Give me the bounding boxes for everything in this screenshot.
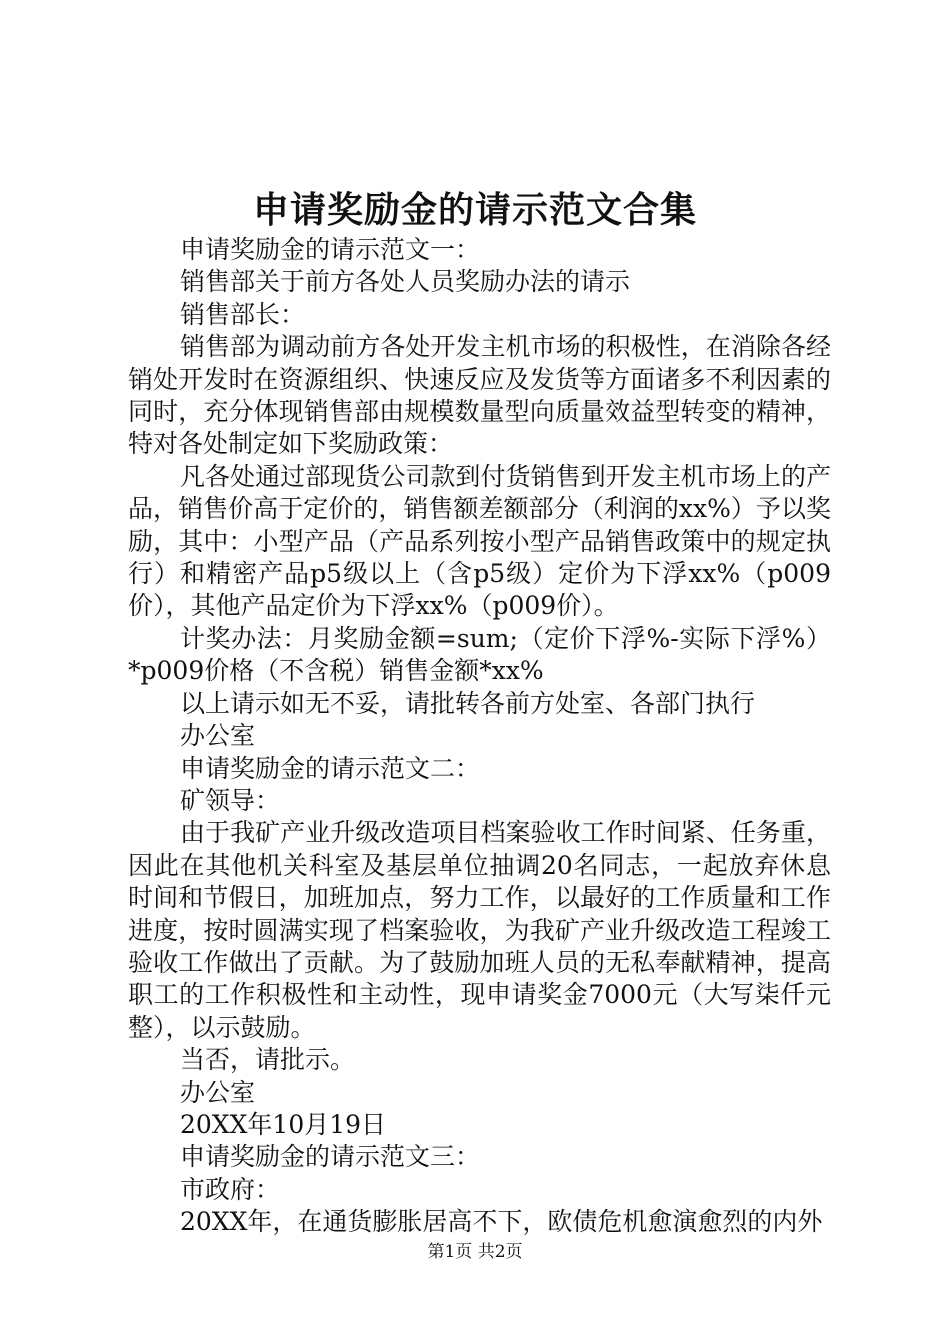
- paragraph-closing-2: 当否，请批示。: [180, 1045, 356, 1075]
- paragraph-body: 由于我矿产业升级改造项目档案验收工作时间紧、任务重，因此在其他机关科室及基层单位抽调20名同志，一起放弃休息时间和节假日，加班加点，努力工作，以最好的工作质量和工作进度，按时圆满实现了档案验收，为我矿产业升级改造工程竣工验收工作做出了贡献。为了鼓励加班人员的无私奉献精神，提高职工的工作积极性和主动性，现申请奖金7000元（大写柒仟元整），以示鼓励。: [128, 818, 831, 1042]
- paragraph-salutation-2: 矿领导：: [180, 785, 281, 815]
- page-footer: 第1页 共2页: [427, 1242, 523, 1262]
- paragraph-body: 以上请示如无不妥，请批转各前方处室、各部门执行: [180, 688, 756, 718]
- paragraph-subject-1: 销售部关于前方各处人员奖励办法的请示: [180, 267, 631, 297]
- paragraph-heading-3: 申请奖励金的请示范文三：: [180, 1142, 481, 1172]
- paragraph-signature-2: 办公室: [180, 1077, 256, 1107]
- paragraph-body: 销售部为调动前方各处开发主机市场的积极性，在消除各经销处开发时在资源组织、快速反应及发货等方面诸多不利因素的同时，充分体现销售部由规模数量型向质量效益型转变的精神，特对各处制定如下奖励政策：: [128, 332, 831, 459]
- paragraph-body: 20XX年，在通货膨胀居高不下，欧债危机愈演愈烈的内外: [180, 1207, 823, 1237]
- document-body: [128, 234, 831, 1239]
- document-title: 申请奖励金的请示范文合集: [252, 189, 697, 231]
- paragraph-date-2: 20XX年10月19日: [180, 1109, 387, 1139]
- paragraph-body: 凡各处通过部现货公司款到付货销售到开发主机市场上的产品，销售价高于定价的，销售额差额部分（利润的xx%）予以奖励，其中：小型产品（产品系列按小型产品销售政策中的规定执行）和精密产品p5级以上（含p5级）定价为下浮xx%（p009价），其他产品定价为下浮xx%（p009价）。: [128, 461, 831, 621]
- paragraph-signature-1: 办公室: [180, 721, 256, 751]
- paragraph-heading-2: 申请奖励金的请示范文二：: [180, 753, 481, 783]
- paragraph-heading-1: 申请奖励金的请示范文一：: [180, 235, 481, 264]
- paragraph-salutation-1: 销售部长：: [180, 299, 306, 329]
- paragraph-body: 计奖办法：月奖励金额=sum;（定价下浮%-实际下浮%）*p009价格（不含税）销售金额*xx%: [128, 623, 831, 686]
- paragraph-salutation-3: 市政府：: [180, 1174, 281, 1204]
